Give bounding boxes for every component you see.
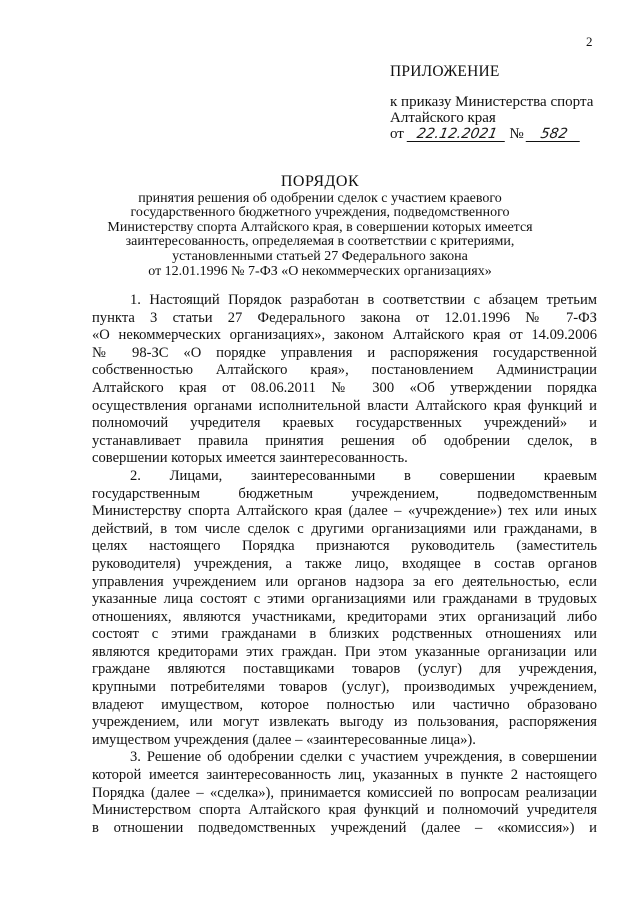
text-line: имуществом учреждения (далее – «заинтересованные лица»). [92,731,476,748]
subtitle-line: заинтересованность, определяемая в соответствии с критериями, [125,234,515,250]
paragraph-3 [92,749,597,837]
text-line: 1. Настоящий Порядок разработан в соответствии с абзацем третьим [130,292,597,308]
appendix-line-region: Алтайского края [390,110,496,126]
subtitle-line: установленными статьей 27 Федерального закона [172,248,468,264]
text-line: владеют имуществом, которое полностью или частично образовано [92,696,597,713]
text-line: пункта 3 статьи 27 Федерального закона от 12.01.1996 № 7-ФЗ [92,309,597,326]
text-line: 2. Лицами, заинтересованными в совершении краевым [130,467,597,484]
subtitle-line: государственного бюджетного учреждения, подведомственного [130,205,510,221]
page-number: 2 [586,34,593,49]
text-line: учреждением, или могут извлекать выгоду из пользования, распоряжения [92,714,597,731]
text-line: отношениях, являются участниками, кредиторами этих организаций либо [92,608,597,625]
text-line: действий, в том числе сделок с другими организациями или гражданами, в [92,520,597,537]
text-line: которой имеется заинтересованность лиц, указанных в пункте 2 настоящего [92,767,597,784]
text-line: осуществления органами исполнительной власти Алтайского края функций и [92,397,597,414]
text-line: 3. Решение об одобрении сделки с участием учреждения, в совершении [130,749,597,766]
from-prefix: от [390,126,404,142]
document-title: ПОРЯДОК [280,173,360,190]
subtitle-line: Министерству спорта Алтайского края, в совершении которых имеется [107,219,533,235]
text-line: совершении которых имеется заинтересованность. [92,450,408,467]
text-line: № 98-ЗС «О порядке управления и распоряжения государственной [92,344,597,361]
text-line: Порядка (далее – «сделка»), принимается комиссией по вопросам реализации [92,784,597,801]
text-line: государственным бюджетным учреждением, подведомственным [92,485,597,502]
text-line: Министерством спорта Алтайского края функций и полномочий учредителя [92,802,597,819]
number-prefix: № [509,126,524,142]
text-line: собственностью Алтайского края», постановлением Администрации [92,362,597,379]
text-line: «О некоммерческих организациях», законом Алтайского края от 14.09.2006 [92,327,597,344]
text-line: руководителя) учреждения, а также лицо, входящее в состав органов [92,555,597,572]
appendix-block [390,64,620,142]
text-line: устанавливает правила принятия решения об одобрении сделок, в [92,432,597,449]
appendix-heading: ПРИЛОЖЕНИЕ [390,63,500,80]
appendix-line-order: к приказу Министерства спорта [390,94,594,110]
handwritten-date: 22.12.2021 [406,127,507,142]
appendix-date-number-line [390,126,620,142]
text-line: крупными потребителями товаров (услуг), производимых учреждением, [92,679,597,696]
text-line: граждане являются поставщиками товаров (услуг) для учреждения, [92,661,597,678]
handwritten-number: 582 [526,127,583,142]
subtitle-line: от 12.01.1996 № 7-ФЗ «О некоммерческих организациях» [148,263,492,279]
text-line: указанные лица состоят с этими организациями или гражданами в трудовых [92,591,597,608]
text-line: состоят с этими гражданами в близких родственных отношениях или [92,626,597,643]
text-line: являются кредиторами этих граждан. При этом указанные организации или [92,643,597,660]
document-title-block [100,175,540,279]
text-line: целях настоящего Порядка признаются руководитель (заместитель [92,538,597,555]
text-line: Алтайского края от 08.06.2011 № 300 «Об утверждении порядка [92,379,597,396]
text-line: управления учреждением или органов надзора за его деятельностью, если [92,573,597,590]
paragraph-1 [92,292,597,468]
document-body [92,292,597,837]
paragraph-2 [92,468,597,750]
text-line: Министерству спорта Алтайского края (далее – «учреждение») тех или иных [92,503,597,520]
subtitle-line: принятия решения об одобрении сделок с участием краевого [138,190,502,206]
text-line: полномочий учредителя краевых государственных учреждений» и [92,415,597,432]
text-line: в отношении подведомственных учреждений (далее – «комиссия») и [92,819,597,836]
